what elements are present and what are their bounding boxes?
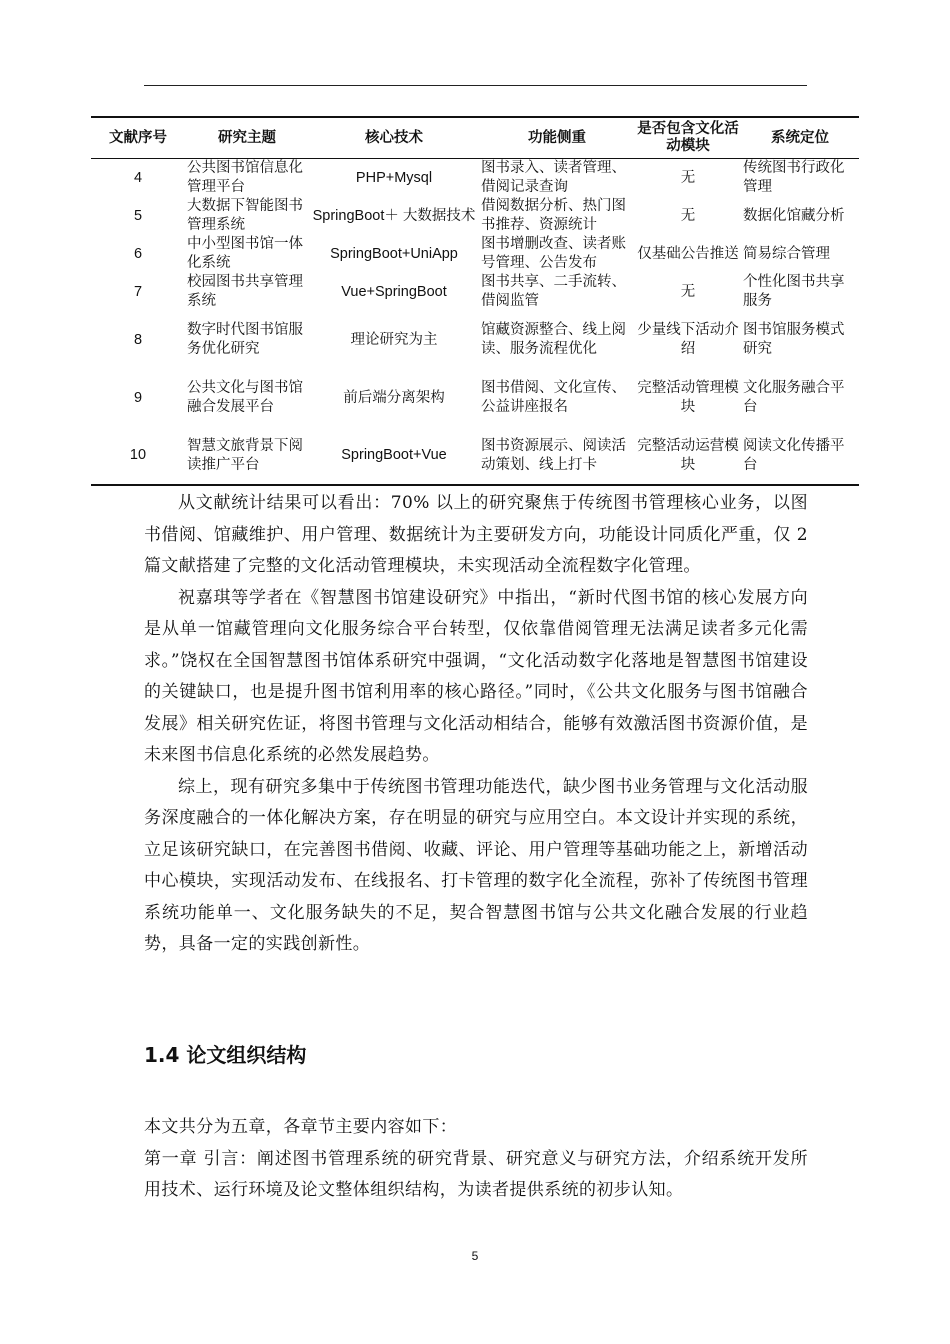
cell-topic: 校园图书共享管理系统 <box>187 274 303 309</box>
cell-function: 图书借阅、文化宣传、公益讲座报名 <box>481 380 626 415</box>
cell-function: 图书增删改查、读者账号管理、公告发布 <box>481 236 626 271</box>
cell-tech: SpringBoot＋ 大数据技术 <box>312 207 476 224</box>
cell-activity: 仅基础公告推送 <box>637 245 739 262</box>
chapter-1-description: 第一章 引言：阐述图书管理系统的研究背景、研究意义与研究方法，介绍系统开发所用技术、运行环境及论文整体组织结构，为读者提供系统的初步认知。 <box>144 1148 808 1200</box>
table-header-row <box>91 117 859 159</box>
cell-activity: 无 <box>680 207 696 224</box>
cell-num: 7 <box>133 283 143 300</box>
cell-position: 个性化图书共享服务 <box>743 274 845 309</box>
cell-num: 6 <box>133 245 143 262</box>
intro-line: 本文共分为五章，各章节主要内容如下： <box>144 1117 458 1137</box>
cell-num: 8 <box>133 331 143 348</box>
table-row <box>91 273 859 311</box>
cell-topic: 公共文化与图书馆融合发展平台 <box>187 380 303 415</box>
cell-num: 5 <box>133 207 143 224</box>
cell-activity: 完整活动运营模块 <box>637 437 739 473</box>
cell-function: 图书共享、二手流转、借阅监管 <box>481 274 626 309</box>
header-num: 文献序号 <box>91 117 185 159</box>
cell-tech: SpringBoot+Vue <box>341 447 447 463</box>
header-topic: 研究主题 <box>185 117 309 159</box>
cell-position: 文化服务融合平台 <box>743 380 845 415</box>
cell-function: 图书资源展示、阅读活动策划、线上打卡 <box>481 437 626 473</box>
cell-position: 阅读文化传播平台 <box>743 437 845 473</box>
body-paragraphs <box>144 488 808 961</box>
table-row <box>91 311 859 369</box>
header-tech: 核心技术 <box>309 117 479 159</box>
cell-activity: 少量线下活动介绍 <box>637 322 739 357</box>
table-row <box>91 427 859 485</box>
paragraph-scholars: 祝嘉琪等学者在《智慧图书馆建设研究》中指出，“新时代图书馆的核心发展方向是从单一馆藏管理向文化服务综合平台转型，仅依靠借阅管理无法满足读者多元化需求。”饶权在全国智慧图书馆体系研究中强调，“文化活动数字化落地是智慧图书馆建设的关键缺口，也是提升图书馆利用率的核心路径。”同时，《公共文化服务与图书馆融合发展》相关研究佐证，将图书管理与文化活动相结合，能够有效激活图书资源价值，是未来图书信息化系统的必然发展趋势。 <box>144 587 808 765</box>
cell-activity: 完整活动管理模块 <box>637 380 739 415</box>
cell-tech: 理论研究为主 <box>350 331 438 348</box>
page-number: 5 <box>471 1249 479 1263</box>
cell-tech: Vue+SpringBoot <box>341 283 447 300</box>
table-row <box>91 197 859 235</box>
cell-topic: 中小型图书馆一体化系统 <box>187 236 303 271</box>
cell-activity: 无 <box>680 283 696 300</box>
header-rule <box>144 85 807 86</box>
cell-position: 传统图书行政化管理 <box>743 160 845 195</box>
cell-num: 9 <box>133 389 143 406</box>
cell-tech: SpringBoot+UniApp <box>330 245 458 262</box>
paragraph-summary: 综上，现有研究多集中于传统图书管理功能迭代，缺少图书业务管理与文化活动服务深度融合的一体化解决方案，存在明显的研究与应用空白。本文设计并实现的系统，立足该研究缺口，在完善图书借阅、收藏、评论、用户管理等基础功能之上，新增活动中心模块，实现活动发布、在线报名、打卡管理的数字化全流程，弥补了传统图书管理系统功能单一、文化服务缺失的不足，契合智慧图书馆与公共文化融合发展的行业趋势，具备一定的实践创新性。 <box>144 776 808 954</box>
cell-topic: 数字时代图书馆服务优化研究 <box>187 322 303 357</box>
cell-tech: 前后端分离架构 <box>343 389 445 406</box>
table-row <box>91 369 859 427</box>
cell-topic: 智慧文旅背景下阅读推广平台 <box>187 437 303 473</box>
cell-position: 数据化馆藏分析 <box>743 207 845 224</box>
cell-num: 10 <box>129 447 147 463</box>
table-row <box>91 235 859 273</box>
cell-activity: 无 <box>680 169 696 186</box>
paragraph-statistics: 从文献统计结果可以看出：70% 以上的研究聚焦于传统图书管理核心业务，以图书借阅、馆藏维护、用户管理、数据统计为主要研发方向，功能设计同质化严重，仅 2 篇文献搭建了完整的文化活动管理模块，未实现活动全流程数字化管理。 <box>144 493 808 576</box>
literature-table <box>91 116 859 486</box>
cell-num: 4 <box>133 169 143 186</box>
header-activity: 是否包含文化活动模块 <box>635 117 741 159</box>
cell-function: 借阅数据分析、热门图书推荐、资源统计 <box>481 198 626 233</box>
header-position: 系统定位 <box>741 117 859 159</box>
cell-position: 简易综合管理 <box>743 245 830 262</box>
chapter-overview <box>144 1112 808 1207</box>
table-row <box>91 159 859 198</box>
cell-position: 图书馆服务模式研究 <box>743 322 845 357</box>
cell-topic: 公共图书馆信息化管理平台 <box>187 160 303 195</box>
cell-topic: 大数据下智能图书管理系统 <box>187 198 303 233</box>
cell-function: 馆藏资源整合、线上阅读、服务流程优化 <box>481 322 626 357</box>
cell-tech: PHP+Mysql <box>355 169 433 186</box>
cell-function: 图书录入、读者管理、借阅记录查询 <box>481 160 626 195</box>
section-heading: 1.4 论文组织结构 <box>144 1043 307 1067</box>
header-function: 功能侧重 <box>479 117 635 159</box>
